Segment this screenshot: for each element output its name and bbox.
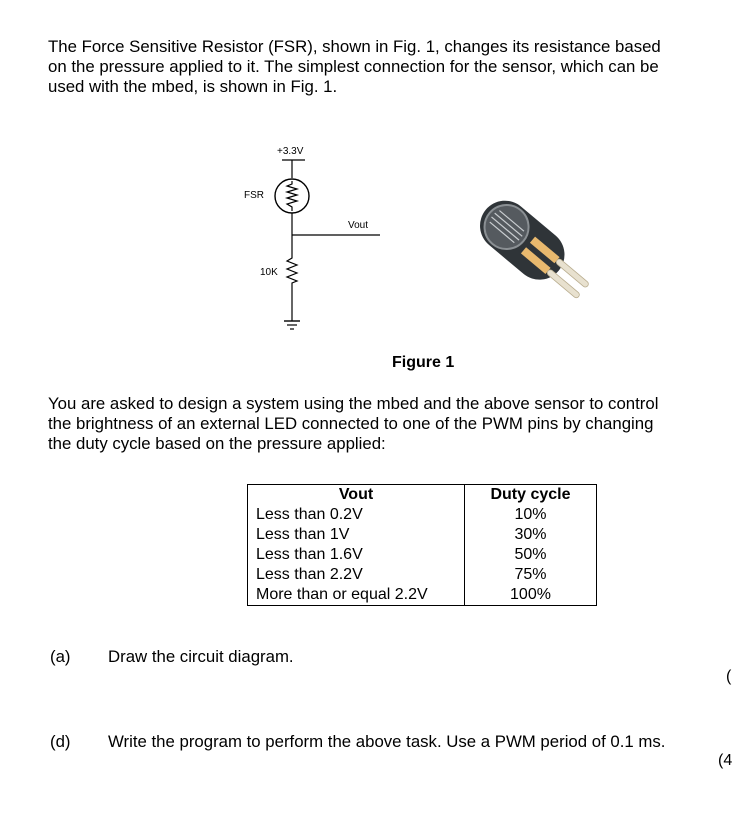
table-row xyxy=(248,525,597,545)
question-label: (d) xyxy=(50,732,71,751)
fsr-circuit-schematic xyxy=(230,140,400,340)
question-label: (a) xyxy=(50,647,71,666)
resistor-label: 10K xyxy=(260,267,278,278)
vout-cell: Less than 1V xyxy=(248,525,465,545)
figure-caption: Figure 1 xyxy=(392,354,455,371)
fsr-label: FSR xyxy=(244,190,264,201)
supply-label: +3.3V xyxy=(277,146,304,157)
question-d xyxy=(0,732,737,754)
task-line: the duty cycle based on the pressure applied: xyxy=(48,434,386,453)
duty-cycle-table xyxy=(247,484,597,606)
intro-line: used with the mbed, is shown in Fig. 1. xyxy=(48,77,338,96)
table-header-row xyxy=(248,485,597,506)
intro-paragraph xyxy=(48,37,728,97)
resistor-symbol xyxy=(287,256,297,285)
duty-header: Duty cycle xyxy=(465,485,597,506)
duty-cell: 100% xyxy=(465,585,597,606)
question-a xyxy=(0,647,737,669)
question-text: Draw the circuit diagram. xyxy=(108,647,294,666)
intro-line: The Force Sensitive Resistor (FSR), shown in Fig. 1, changes its resistance based xyxy=(48,37,661,56)
vout-cell: Less than 2.2V xyxy=(248,565,465,585)
duty-cell: 30% xyxy=(465,525,597,545)
duty-cell: 50% xyxy=(465,545,597,565)
table-row xyxy=(248,565,597,585)
table-row xyxy=(248,545,597,565)
fsr-zigzag xyxy=(287,181,297,211)
vout-cell: Less than 0.2V xyxy=(248,505,465,525)
vout-cell: More than or equal 2.2V xyxy=(248,585,465,606)
marks-a: ( xyxy=(726,668,732,685)
duty-cell: 10% xyxy=(465,505,597,525)
vout-label: Vout xyxy=(348,220,369,231)
duty-cell: 75% xyxy=(465,565,597,585)
table-row xyxy=(248,505,597,525)
fsr-sensor-photo xyxy=(468,190,618,330)
vout-cell: Less than 1.6V xyxy=(248,545,465,565)
marks-d: (4 xyxy=(718,752,733,769)
vout-header: Vout xyxy=(248,485,465,506)
task-paragraph xyxy=(48,394,728,454)
table-row xyxy=(248,585,597,606)
intro-line: on the pressure applied to it. The simplest connection for the sensor, which can be xyxy=(48,57,659,76)
task-line: the brightness of an external LED connected to one of the PWM pins by changing xyxy=(48,414,654,433)
question-text: Write the program to perform the above task. Use a PWM period of 0.1 ms. xyxy=(108,732,666,751)
task-line: You are asked to design a system using the mbed and the above sensor to control xyxy=(48,394,659,413)
